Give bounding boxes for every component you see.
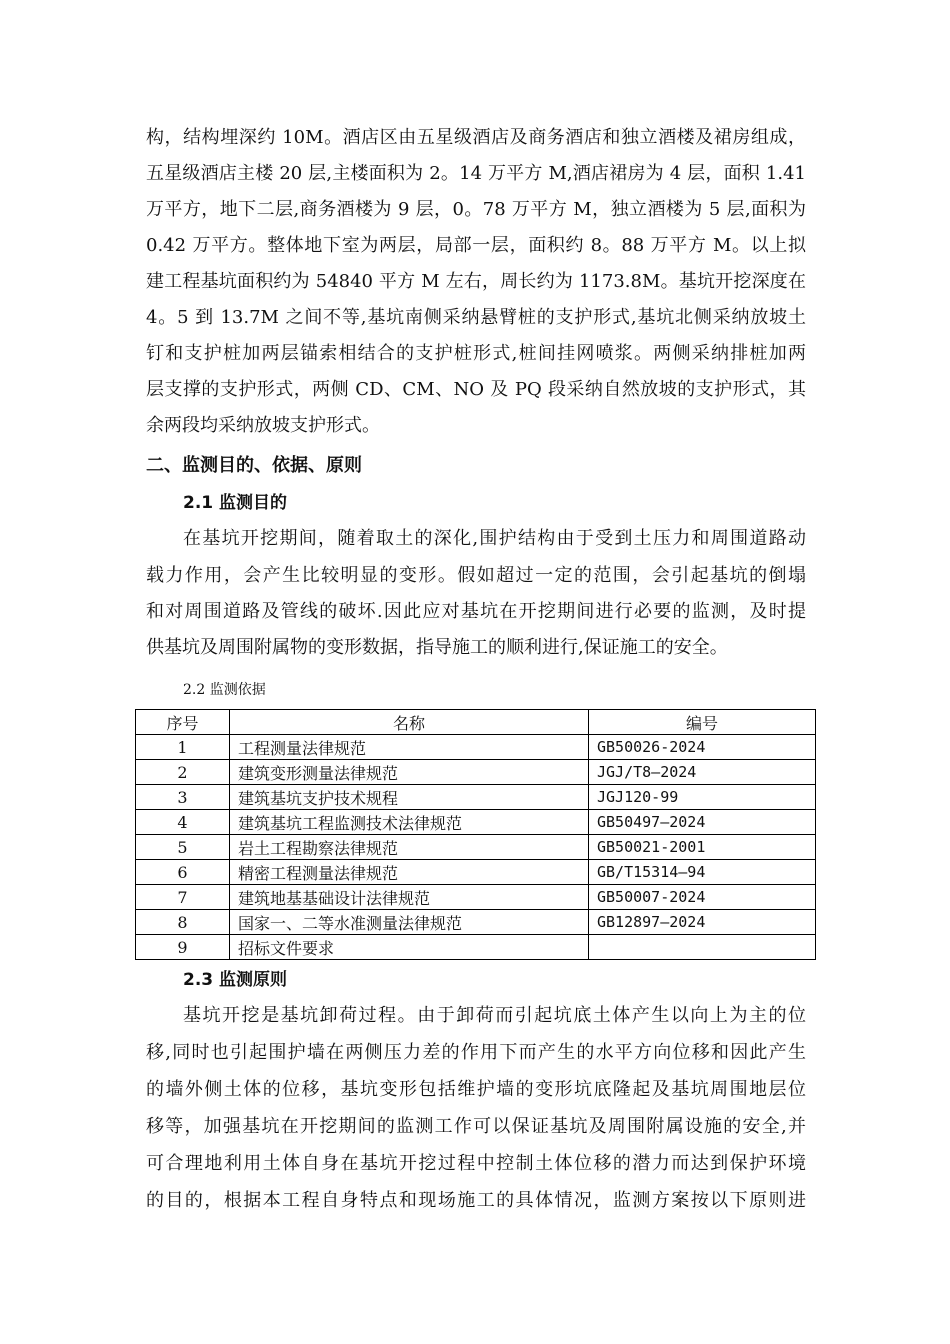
row-number: 9: [136, 935, 230, 960]
table-row: [136, 760, 816, 785]
intro-line: 层支撑的支护形式，两侧 CD、CM、NO 及 PQ 段采纳自然放坡的支护形式，其: [146, 379, 806, 400]
basis-table: [135, 709, 816, 960]
intro-line: 构，结构埋深约 10M。酒店区由五星级酒店及商务酒店和独立酒楼及裙房组成，: [146, 127, 806, 148]
column-header-no: 序号: [136, 710, 230, 735]
row-name: 精密工程测量法律规范: [230, 860, 589, 885]
row-code: GB50021-2001: [589, 835, 816, 860]
intro-line: 余两段均采纳放坡支护形式。: [146, 415, 380, 436]
row-number: 7: [136, 885, 230, 910]
purpose-line: 和对周围道路及管线的破坏.因此应对基坑在开挖期间进行必要的监测，及时提: [146, 601, 806, 622]
intro-line: 钉和支护桩加两层锚索相结合的支护桩形式,桩间挂网喷浆。两侧采纳排桩加两: [146, 343, 806, 364]
row-name: 国家一、二等水准测量法律规范: [230, 910, 589, 935]
column-header-code: 编号: [589, 710, 816, 735]
principle-line: 移等，加强基坑在开挖期间的监测工作可以保证基坑及周围附属设施的安全,并: [146, 1116, 806, 1137]
principle-line: 移,同时也引起围护墙在两侧压力差的作用下而产生的水平方向位移和因此产生: [146, 1042, 806, 1063]
row-code: JGJ/T8—2024: [589, 760, 816, 785]
row-name: 建筑基坑支护技术规程: [230, 785, 589, 810]
row-name: 建筑基坑工程监测技术法律规范: [230, 810, 589, 835]
row-number: 6: [136, 860, 230, 885]
subsection-heading-basis: 2.2 监测依据: [183, 682, 266, 698]
intro-line: 五星级酒店主楼 20 层,主楼面积为 2。14 万平方 M,酒店裙房为 4 层，面积 1.41: [146, 163, 806, 184]
intro-line: 4。5 到 13.7M 之间不等,基坑南侧采纳悬臂桩的支护形式,基坑北侧采纳放坡土: [146, 307, 806, 328]
row-name: 岩土工程勘察法律规范: [230, 835, 589, 860]
purpose-line: 在基坑开挖期间，随着取土的深化,围护结构由于受到土压力和周围道路动: [183, 528, 806, 549]
row-code: GB50497—2024: [589, 810, 816, 835]
row-number: 2: [136, 760, 230, 785]
subsection-heading-purpose: 2.1 监测目的: [183, 493, 288, 513]
row-name: 建筑变形测量法律规范: [230, 760, 589, 785]
intro-line: 万平方，地下二层,商务酒楼为 9 层，0。78 万平方 M，独立酒楼为 5 层,面积为: [146, 199, 806, 220]
row-name: 建筑地基基础设计法律规范: [230, 885, 589, 910]
table-header-row: [136, 710, 816, 735]
principle-line: 可合理地利用土体自身在基坑开挖过程中控制土体位移的潜力而达到保护环境: [146, 1153, 806, 1174]
row-code: GB/T15314—94: [589, 860, 816, 885]
table-row: [136, 785, 816, 810]
intro-line: 0.42 万平方。整体地下室为两层，局部一层，面积约 8。88 万平方 M。以上拟: [146, 235, 806, 256]
table-row: [136, 910, 816, 935]
principle-line: 基坑开挖是基坑卸荷过程。由于卸荷而引起坑底土体产生以向上为主的位: [183, 1005, 806, 1026]
table-row: [136, 810, 816, 835]
table-row: [136, 885, 816, 910]
purpose-line: 供基坑及周围附属物的变形数据，指导施工的顺利进行,保证施工的安全。: [146, 637, 728, 658]
subsection-heading-principle: 2.3 监测原则: [183, 970, 288, 990]
row-code: GB50007-2024: [589, 885, 816, 910]
row-number: 3: [136, 785, 230, 810]
table-row: [136, 835, 816, 860]
principle-line: 的目的，根据本工程自身特点和现场施工的具体情况，监测方案按以下原则进: [146, 1190, 806, 1211]
section-heading: 二、监测目的、依据、原则: [146, 455, 362, 476]
row-number: 1: [136, 735, 230, 760]
intro-line: 建工程基坑面积约为 54840 平方 M 左右，周长约为 1173.8M。基坑开挖深度在: [146, 271, 806, 292]
row-code: JGJ120-99: [589, 785, 816, 810]
table-row: [136, 735, 816, 760]
row-name: 工程测量法律规范: [230, 735, 589, 760]
principle-line: 的墙外侧土体的位移，基坑变形包括维护墙的变形坑底隆起及基坑周围地层位: [146, 1079, 806, 1100]
row-code: GB50026-2024: [589, 735, 816, 760]
row-number: 4: [136, 810, 230, 835]
table-row: [136, 860, 816, 885]
row-number: 8: [136, 910, 230, 935]
table-row: [136, 935, 816, 960]
purpose-line: 载力作用，会产生比较明显的变形。假如超过一定的范围，会引起基坑的倒塌: [146, 565, 806, 586]
row-name: 招标文件要求: [230, 935, 589, 960]
column-header-name: 名称: [230, 710, 589, 735]
row-code: [589, 935, 816, 960]
row-number: 5: [136, 835, 230, 860]
row-code: GB12897—2024: [589, 910, 816, 935]
